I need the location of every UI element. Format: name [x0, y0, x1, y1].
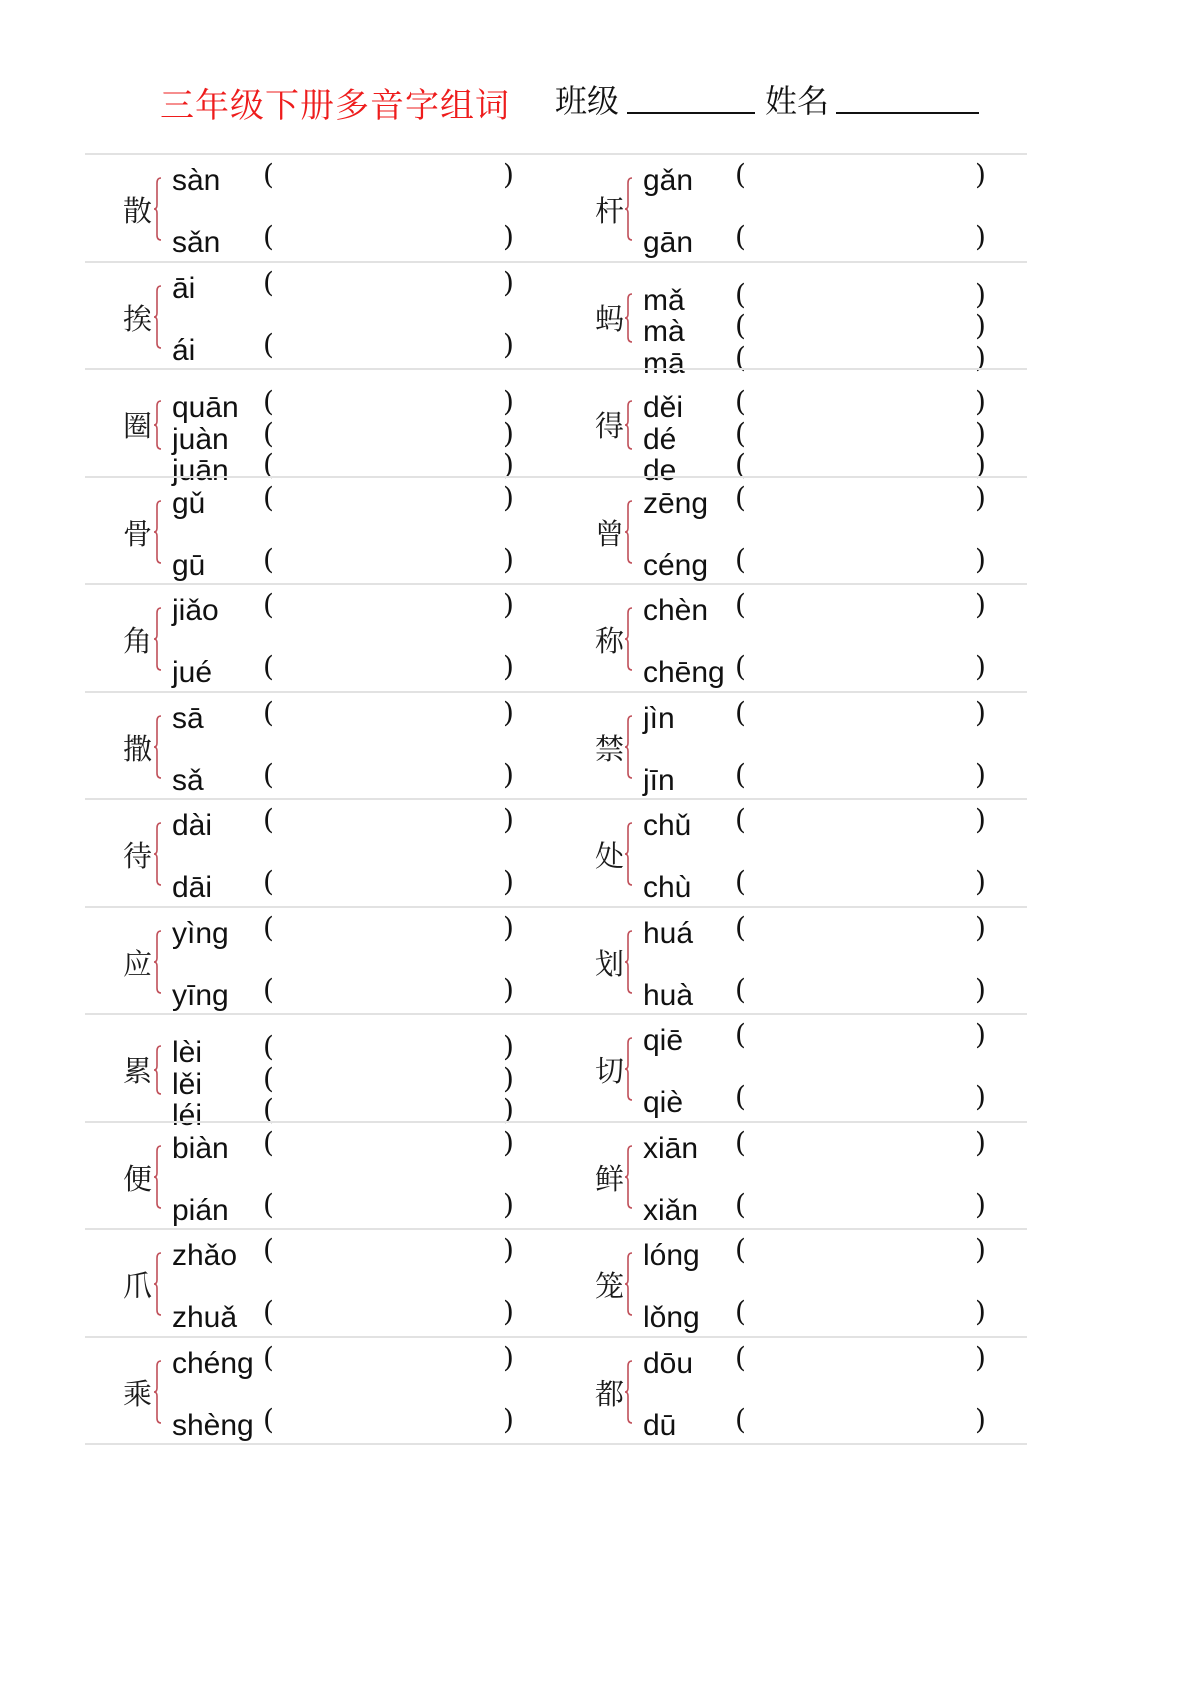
reading-line: [85, 865, 556, 904]
reading-line: [556, 865, 1027, 904]
reading-line: [85, 385, 556, 424]
answer-blank-close-paren[interactable]: ): [975, 1125, 986, 1159]
answer-blank-open-paren[interactable]: (: [735, 542, 746, 576]
answer-blank-close-paren[interactable]: ): [503, 1340, 514, 1374]
answer-blank-open-paren[interactable]: (: [735, 1187, 746, 1221]
answer-blank-close-paren[interactable]: ): [503, 803, 514, 836]
polyphone-character: 骨: [123, 516, 153, 551]
pinyin-label: sàn: [172, 164, 221, 197]
class-input-line[interactable]: [627, 112, 755, 114]
answer-blank-open-paren[interactable]: (: [735, 803, 746, 836]
polyphone-character: 蚂: [595, 301, 625, 336]
reading-line: [556, 480, 1027, 520]
answer-blank-close-paren[interactable]: ): [503, 480, 514, 514]
reading-line: [556, 1018, 1027, 1057]
polyphone-character: 爪: [123, 1269, 153, 1303]
reading-line: [85, 327, 556, 367]
pinyin-label: lěi: [172, 1067, 203, 1101]
answer-blank-close-paren[interactable]: ): [975, 757, 986, 791]
pinyin-label: děi: [643, 391, 684, 424]
pinyin-label: chù: [643, 871, 692, 904]
answer-blank-close-paren[interactable]: ): [975, 448, 986, 481]
worksheet-title: 三年级下册多音字组词: [160, 86, 510, 126]
pinyin-label: mǎ: [643, 283, 685, 317]
table-row: [85, 368, 1027, 487]
answer-blank-open-paren[interactable]: (: [263, 972, 274, 1006]
polyphone-entry: [85, 478, 556, 584]
name-label: 姓名: [765, 82, 830, 120]
pinyin-label: dōu: [643, 1346, 694, 1380]
reading-line: [85, 416, 556, 456]
pinyin-label: pián: [172, 1193, 229, 1227]
polyphone-character: 禁: [595, 731, 625, 766]
pinyin-label: chéng: [172, 1346, 254, 1380]
pinyin-label: huà: [643, 978, 694, 1012]
table-row: [85, 583, 1027, 691]
pinyin-label: gǎn: [643, 164, 694, 197]
reading-line: [556, 695, 1027, 735]
answer-blank-open-paren[interactable]: (: [263, 385, 274, 418]
answer-blank-close-paren[interactable]: ): [975, 588, 986, 621]
polyphone-character: 曾: [595, 516, 625, 551]
table-row: [85, 261, 1027, 380]
answer-blank-open-paren[interactable]: (: [735, 385, 746, 418]
reading-line: [556, 1187, 1027, 1227]
answer-blank-close-paren[interactable]: ): [975, 158, 986, 191]
pinyin-label: yīng: [172, 978, 229, 1012]
answer-blank-open-paren[interactable]: (: [263, 327, 274, 361]
answer-blank-open-paren[interactable]: (: [735, 220, 746, 253]
polyphone-entry: [85, 693, 556, 799]
pinyin-label: sǎ: [172, 763, 204, 797]
pinyin-label: mā: [643, 346, 685, 380]
answer-blank-open-paren[interactable]: (: [263, 448, 274, 481]
polyphone-entry: [556, 693, 1027, 799]
polyphone-entry: [556, 1338, 1027, 1444]
reading-line: [556, 910, 1027, 950]
answer-blank-close-paren[interactable]: ): [975, 865, 986, 898]
reading-line: [85, 542, 556, 582]
polyphone-entry: [85, 263, 556, 369]
pinyin-label: quān: [172, 391, 239, 424]
polyphone-entry: [85, 1338, 556, 1444]
reading-line: [85, 695, 556, 735]
pinyin-label: juān: [172, 454, 229, 487]
answer-blank-close-paren[interactable]: ): [975, 1402, 986, 1436]
answer-blank-open-paren[interactable]: (: [263, 542, 274, 576]
answer-blank-close-paren[interactable]: ): [503, 158, 514, 191]
answer-blank-open-paren[interactable]: (: [735, 340, 746, 374]
answer-blank-close-paren[interactable]: ): [503, 1125, 514, 1159]
answer-blank-close-paren[interactable]: ): [503, 1061, 514, 1095]
pinyin-label: sā: [172, 701, 204, 735]
pinyin-label: gān: [643, 226, 694, 259]
polyphone-character: 散: [123, 194, 153, 228]
polyphone-entry: [85, 155, 556, 261]
answer-blank-close-paren[interactable]: ): [503, 972, 514, 1006]
answer-blank-close-paren[interactable]: ): [503, 385, 514, 418]
polyphone-entry: [556, 908, 1027, 1014]
answer-blank-open-paren[interactable]: (: [735, 865, 746, 898]
name-input-line[interactable]: [836, 112, 979, 114]
answer-blank-close-paren[interactable]: ): [975, 1295, 986, 1328]
answer-blank-open-paren[interactable]: (: [263, 416, 274, 450]
pinyin-label: lèi: [172, 1036, 203, 1069]
reading-line: [556, 385, 1027, 424]
answer-blank-close-paren[interactable]: ): [503, 1233, 514, 1266]
reading-line: [556, 1340, 1027, 1380]
table-row: [85, 1228, 1027, 1336]
answer-blank-close-paren[interactable]: ): [975, 480, 986, 514]
reading-line: [85, 1295, 556, 1334]
pinyin-label: dé: [643, 422, 677, 456]
reading-line: [85, 1030, 556, 1069]
answer-blank-open-paren[interactable]: (: [735, 448, 746, 481]
polyphone-entry: [556, 155, 1027, 261]
table-row: [85, 691, 1027, 799]
polyphone-character: 得: [595, 409, 625, 443]
answer-blank-close-paren[interactable]: ): [975, 910, 986, 944]
answer-blank-close-paren[interactable]: ): [503, 327, 514, 361]
polyphone-entry: [85, 1230, 556, 1336]
reading-line: [556, 588, 1027, 627]
answer-blank-open-paren[interactable]: (: [735, 158, 746, 191]
reading-line: [556, 757, 1027, 797]
answer-blank-close-paren[interactable]: ): [975, 1187, 986, 1221]
polyphone-character: 笼: [595, 1269, 625, 1303]
answer-blank-open-paren[interactable]: (: [263, 803, 274, 836]
reading-line: [85, 910, 556, 950]
reading-line: [85, 220, 556, 259]
answer-blank-open-paren[interactable]: (: [735, 416, 746, 450]
reading-line: [556, 158, 1027, 197]
reading-line: [556, 1402, 1027, 1442]
polyphone-character: 便: [123, 1161, 153, 1196]
reading-line: [556, 416, 1027, 456]
polyphone-character: 切: [595, 1054, 625, 1088]
answer-blank-close-paren[interactable]: ): [503, 448, 514, 481]
pinyin-label: gū: [172, 548, 206, 582]
answer-blank-close-paren[interactable]: ): [975, 1018, 986, 1051]
answer-blank-close-paren[interactable]: ): [975, 309, 986, 342]
answer-blank-close-paren[interactable]: ): [975, 1233, 986, 1266]
polyphone-character: 划: [595, 946, 625, 981]
reading-line: [85, 1340, 556, 1380]
reading-line: [85, 803, 556, 842]
reading-line: [556, 1125, 1027, 1165]
answer-blank-open-paren[interactable]: (: [735, 1125, 746, 1159]
pinyin-label: chēng: [643, 656, 725, 689]
answer-blank-open-paren[interactable]: (: [735, 650, 746, 683]
answer-blank-open-paren[interactable]: (: [263, 1233, 274, 1266]
polyphone-character: 称: [595, 624, 625, 658]
reading-line: [556, 1080, 1027, 1119]
answer-blank-open-paren[interactable]: (: [735, 695, 746, 729]
pinyin-label: gǔ: [172, 486, 206, 520]
pinyin-label: zhuǎ: [172, 1301, 238, 1334]
polyphone-entry: [556, 1230, 1027, 1336]
polyphone-entry: [85, 585, 556, 691]
answer-blank-open-paren[interactable]: (: [263, 1125, 274, 1159]
table-row: [85, 476, 1027, 584]
answer-blank-open-paren[interactable]: (: [263, 220, 274, 253]
polyphone-character: 鲜: [595, 1161, 625, 1196]
answer-blank-open-paren[interactable]: (: [263, 1061, 274, 1095]
answer-blank-open-paren[interactable]: (: [735, 309, 746, 342]
pinyin-label: sǎn: [172, 226, 221, 259]
answer-blank-close-paren[interactable]: ): [503, 1402, 514, 1436]
pinyin-label: qiè: [643, 1086, 684, 1119]
pinyin-label: dāi: [172, 871, 213, 904]
answer-blank-open-paren[interactable]: (: [263, 1340, 274, 1374]
answer-blank-open-paren[interactable]: (: [263, 480, 274, 514]
answer-blank-open-paren[interactable]: (: [263, 1030, 274, 1063]
pinyin-label: shèng: [172, 1408, 254, 1442]
answer-blank-open-paren[interactable]: (: [735, 1340, 746, 1374]
table-row: [85, 906, 1027, 1014]
reading-line: [85, 1402, 556, 1442]
reading-line: [556, 309, 1027, 348]
answer-blank-open-paren[interactable]: (: [263, 588, 274, 621]
pinyin-label: ái: [172, 333, 196, 367]
answer-blank-open-paren[interactable]: (: [263, 650, 274, 683]
pinyin-label: jué: [172, 656, 213, 689]
answer-blank-open-paren[interactable]: (: [263, 910, 274, 944]
answer-blank-close-paren[interactable]: ): [503, 865, 514, 898]
answer-blank-open-paren[interactable]: (: [735, 910, 746, 944]
answer-blank-open-paren[interactable]: (: [263, 757, 274, 791]
answer-blank-close-paren[interactable]: ): [975, 542, 986, 576]
table-row: [85, 1013, 1027, 1132]
answer-blank-close-paren[interactable]: ): [503, 650, 514, 683]
answer-blank-close-paren[interactable]: ): [975, 1340, 986, 1374]
pinyin-label: xiān: [643, 1131, 699, 1165]
reading-line: [85, 1187, 556, 1227]
table-row: [85, 1121, 1027, 1229]
polyphone-entry: [85, 1015, 556, 1132]
answer-blank-close-paren[interactable]: ): [975, 385, 986, 418]
answer-blank-close-paren[interactable]: ): [975, 220, 986, 253]
answer-blank-close-paren[interactable]: ): [503, 757, 514, 791]
table-row: [85, 153, 1027, 261]
pinyin-label: chèn: [643, 594, 709, 627]
answer-blank-open-paren[interactable]: (: [735, 757, 746, 791]
table-row: [85, 798, 1027, 906]
polyphone-character: 处: [595, 839, 625, 873]
reading-line: [556, 803, 1027, 842]
pinyin-label: zēng: [643, 486, 709, 520]
answer-blank-open-paren[interactable]: (: [263, 265, 274, 299]
answer-blank-open-paren[interactable]: (: [263, 1187, 274, 1221]
answer-blank-close-paren[interactable]: ): [975, 277, 986, 311]
answer-blank-close-paren[interactable]: ): [503, 265, 514, 299]
answer-blank-close-paren[interactable]: ): [975, 1080, 986, 1113]
polyphone-character: 角: [123, 624, 153, 658]
answer-blank-close-paren[interactable]: ): [975, 803, 986, 836]
pinyin-label: jìn: [643, 701, 675, 735]
reading-line: [85, 1125, 556, 1165]
polyphone-character: 圈: [123, 409, 153, 443]
reading-line: [85, 972, 556, 1012]
pinyin-label: chǔ: [643, 809, 692, 842]
polyphone-entry: [85, 908, 556, 1014]
pinyin-label: huá: [643, 916, 694, 950]
reading-line: [556, 1233, 1027, 1272]
reading-line: [556, 277, 1027, 317]
class-label: 班级: [555, 82, 620, 120]
pinyin-label: jiǎo: [172, 594, 219, 627]
polyphone-entry: [556, 1015, 1027, 1121]
polyphone-table: [85, 153, 1027, 1445]
pinyin-label: yìng: [172, 916, 229, 950]
answer-blank-close-paren[interactable]: ): [975, 695, 986, 729]
answer-blank-close-paren[interactable]: ): [503, 588, 514, 621]
answer-blank-open-paren[interactable]: (: [735, 480, 746, 514]
answer-blank-close-paren[interactable]: ): [975, 340, 986, 374]
reading-line: [85, 757, 556, 797]
answer-blank-close-paren[interactable]: ): [503, 910, 514, 944]
answer-blank-open-paren[interactable]: (: [263, 695, 274, 729]
reading-line: [85, 1233, 556, 1272]
reading-line: [85, 650, 556, 689]
polyphone-character: 都: [595, 1376, 625, 1411]
polyphone-entry: [556, 800, 1027, 906]
reading-line: [85, 1061, 556, 1101]
answer-blank-open-paren[interactable]: (: [263, 1295, 274, 1328]
answer-blank-close-paren[interactable]: ): [503, 220, 514, 253]
polyphone-character: 应: [123, 946, 153, 981]
polyphone-entry: [85, 800, 556, 906]
answer-blank-close-paren[interactable]: ): [503, 542, 514, 576]
worksheet-header: [0, 72, 1191, 132]
pinyin-label: biàn: [172, 1131, 229, 1165]
pinyin-label: mà: [643, 315, 685, 348]
polyphone-entry: [556, 263, 1027, 380]
pinyin-label: āi: [172, 271, 196, 305]
reading-line: [556, 542, 1027, 582]
polyphone-entry: [556, 1123, 1027, 1229]
reading-line: [85, 480, 556, 520]
answer-blank-open-paren[interactable]: (: [735, 1233, 746, 1266]
reading-line: [85, 588, 556, 627]
pinyin-label: xiǎn: [643, 1193, 699, 1227]
answer-blank-close-paren[interactable]: ): [503, 1030, 514, 1063]
pinyin-label: dài: [172, 809, 213, 842]
polyphone-entry: [85, 1123, 556, 1229]
answer-blank-close-paren[interactable]: ): [975, 972, 986, 1006]
answer-blank-close-paren[interactable]: ): [503, 1187, 514, 1221]
reading-line: [556, 972, 1027, 1012]
answer-blank-open-paren[interactable]: (: [735, 972, 746, 1006]
reading-line: [556, 1295, 1027, 1334]
reading-line: [556, 220, 1027, 259]
pinyin-label: lǒng: [643, 1301, 700, 1334]
answer-blank-open-paren[interactable]: (: [735, 1402, 746, 1436]
polyphone-entry: [556, 478, 1027, 584]
answer-blank-close-paren[interactable]: ): [503, 695, 514, 729]
polyphone-entry: [556, 585, 1027, 691]
answer-blank-open-paren[interactable]: (: [263, 1093, 274, 1126]
pinyin-label: céng: [643, 548, 709, 582]
reading-line: [85, 158, 556, 197]
pinyin-label: dū: [643, 1408, 677, 1442]
answer-blank-open-paren[interactable]: (: [263, 1402, 274, 1436]
answer-blank-close-paren[interactable]: ): [975, 650, 986, 683]
pinyin-label: lóng: [643, 1239, 700, 1272]
polyphone-character: 撒: [123, 731, 153, 766]
reading-line: [85, 265, 556, 305]
answer-blank-open-paren[interactable]: (: [263, 865, 274, 898]
answer-blank-close-paren[interactable]: ): [503, 1093, 514, 1126]
answer-blank-close-paren[interactable]: ): [503, 416, 514, 450]
pinyin-label: léi: [172, 1099, 203, 1132]
pinyin-label: jīn: [643, 763, 675, 797]
pinyin-label: zhǎo: [172, 1239, 238, 1272]
answer-blank-open-paren[interactable]: (: [735, 277, 746, 311]
polyphone-character: 挨: [123, 301, 153, 336]
polyphone-character: 累: [123, 1054, 153, 1088]
polyphone-entry: [556, 370, 1027, 487]
answer-blank-open-paren[interactable]: (: [735, 1295, 746, 1328]
polyphone-character: 杆: [595, 194, 625, 228]
answer-blank-open-paren[interactable]: (: [735, 1080, 746, 1113]
polyphone-character: 乘: [123, 1376, 153, 1411]
reading-line: [556, 650, 1027, 689]
answer-blank-open-paren[interactable]: (: [735, 588, 746, 621]
answer-blank-close-paren[interactable]: ): [975, 416, 986, 450]
answer-blank-close-paren[interactable]: ): [503, 1295, 514, 1328]
polyphone-entry: [85, 370, 556, 487]
table-row: [85, 1336, 1027, 1446]
pinyin-label: qiē: [643, 1024, 684, 1057]
answer-blank-open-paren[interactable]: (: [735, 1018, 746, 1051]
pinyin-label: juàn: [172, 422, 229, 456]
answer-blank-open-paren[interactable]: (: [263, 158, 274, 191]
polyphone-character: 待: [123, 839, 153, 873]
pinyin-label: de: [643, 454, 677, 487]
